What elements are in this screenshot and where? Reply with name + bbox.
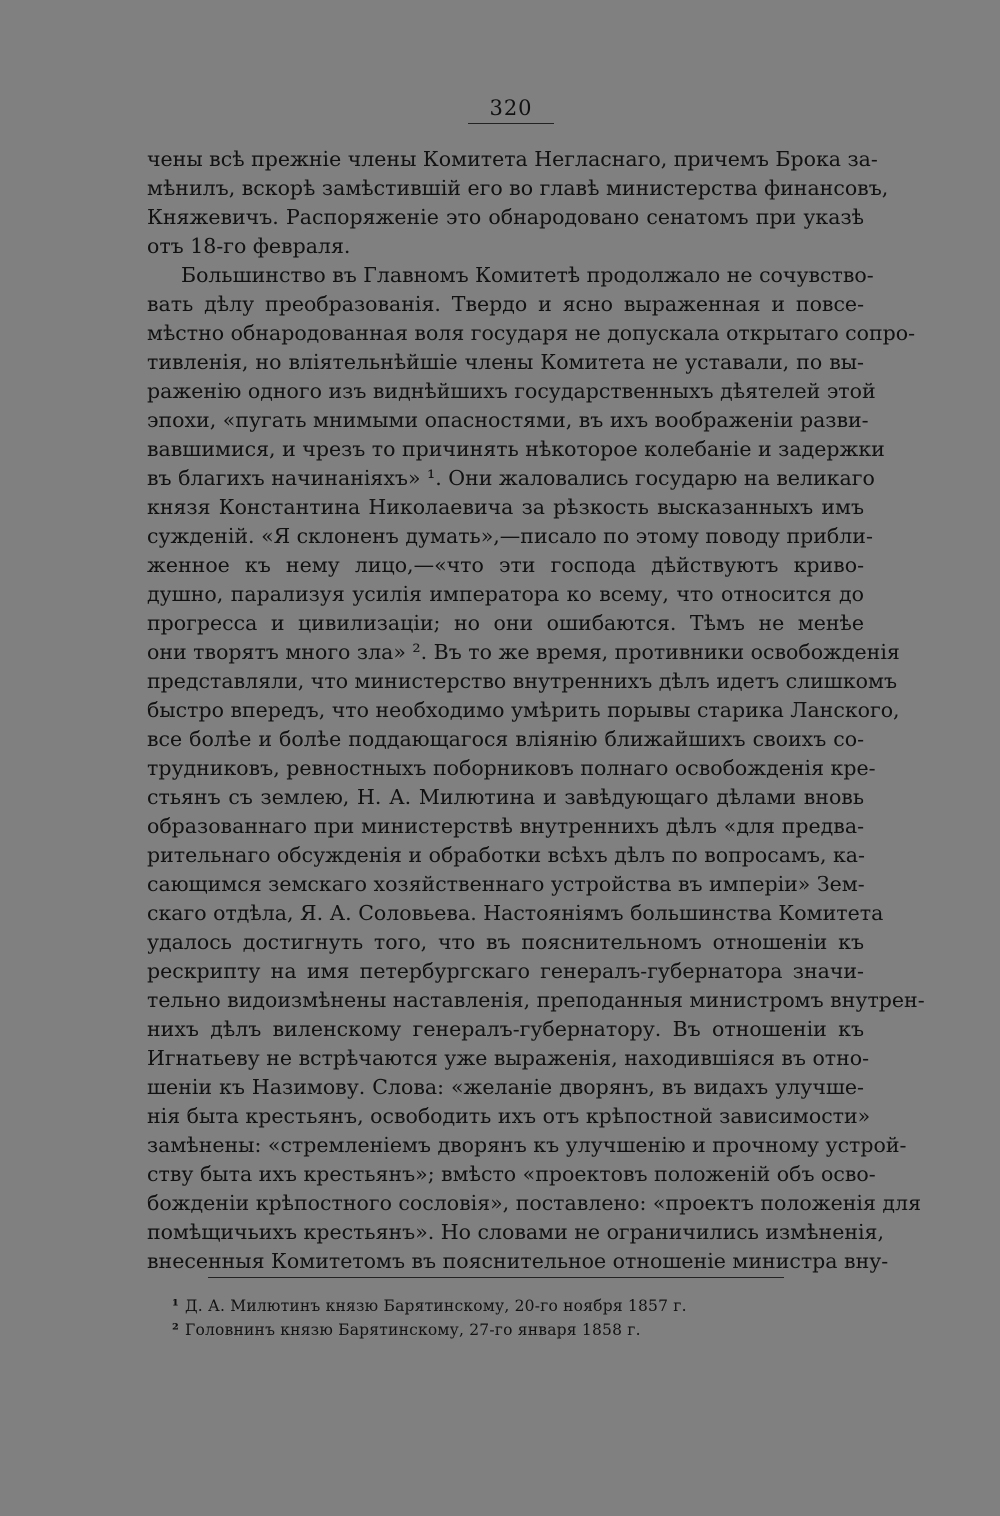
text-line: все болѣе и болѣе поддающагося вліянію ближайшихъ своихъ со- [147, 727, 864, 751]
footnote-mark: ² [172, 1320, 179, 1339]
footnote-text: Д. А. Милютинъ князю Барятинскому, 20-го ноября 1857 г. [185, 1297, 687, 1315]
text-line: Княжевичъ. Распоряженіе это обнародовано сенатомъ при указѣ [147, 205, 864, 229]
text-line: душно, парализуя усилія императора ко всему, что относится до [147, 582, 864, 606]
text-line: сающимся земскаго хозяйственнаго устройства въ имперіи» Зем- [147, 872, 865, 896]
page-number: 320 [468, 96, 554, 124]
text-line: помѣщичьихъ крестьянъ». Но словами не ограничились измѣненія, [147, 1220, 885, 1244]
text-line: князя Константина Николаевича за рѣзкость высказанныхъ имъ [147, 495, 864, 519]
main-text [147, 145, 925, 1276]
text-line: трудниковъ, ревностныхъ поборниковъ полнаго освобожденія кре- [147, 756, 876, 780]
text-line: нихъ дѣлъ виленскому генералъ-губернатору. Въ отношеніи къ [147, 1017, 864, 1041]
footnotes [172, 1294, 862, 1342]
text-line: прогресса и цивилизаціи; но они ошибаются. Тѣмъ не менѣе [147, 611, 864, 635]
text-line: чены всѣ прежніе члены Комитета Негласнаго, причемъ Брока за- [147, 147, 878, 171]
footnote-mark: ¹ [172, 1296, 179, 1315]
text-line: стьянъ съ землею, Н. А. Милютина и завѣдующаго дѣлами вновь [147, 785, 864, 809]
text-line: представляли, что министерство внутреннихъ дѣлъ идетъ слишкомъ [147, 669, 898, 693]
text-line: внесенныя Комитетомъ въ пояснительное отношеніе министра вну- [147, 1249, 889, 1273]
text-line: замѣнены: «стремленіемъ дворянъ къ улучшенію и прочному устрой- [147, 1133, 907, 1157]
text-line: мѣнилъ, вскорѣ замѣстившій его во главѣ министерства финансовъ, [147, 176, 889, 200]
footnote-divider [208, 1277, 784, 1278]
text-line: божденіи крѣпостного сословія», поставлено: «проектъ положенія для [147, 1191, 921, 1215]
footnote [172, 1318, 862, 1342]
text-line: тивленія, но вліятельнѣйшіе члены Комитета не уставали, по вы- [147, 350, 864, 374]
text-line: рескрипту на имя петербургскаго генералъ-губернатора значи- [147, 959, 864, 983]
text-line: въ благихъ начинаніяхъ» ¹. Они жаловались государю на великаго [147, 466, 875, 490]
text-line: быстро впередъ, что необходимо умѣрить порывы старика Ланского, [147, 698, 900, 722]
text-line: мѣстно обнародованная воля государя не допускала открытаго сопро- [147, 321, 916, 345]
text-line: женное къ нему лицо,—«что эти господа дѣйствуютъ криво- [147, 553, 864, 577]
text-line: образованнаго при министерствѣ внутреннихъ дѣлъ «для предва- [147, 814, 864, 838]
text-line: вать дѣлу преобразованія. Твердо и ясно выраженная и повсе- [147, 292, 864, 316]
text-line: Большинство въ Главномъ Комитетѣ продолжало не сочувство- [181, 263, 874, 287]
text-line: вавшимися, и чрезъ то причинять нѣкоторое колебаніе и задержки [147, 437, 885, 461]
text-line: рительнаго обсужденія и обработки всѣхъ дѣлъ по вопросамъ, ка- [147, 843, 865, 867]
text-line: сужденій. «Я склоненъ думать»,—писало по этому поводу прибли- [147, 524, 873, 548]
footnote [172, 1294, 862, 1318]
text-line: тельно видоизмѣнены наставленія, преподанныя министромъ внутрен- [147, 988, 925, 1012]
text-line: они творятъ много зла» ². Въ то же время, противники освобожденія [147, 640, 900, 664]
text-line: отъ 18-го февраля. [147, 234, 351, 258]
text-line: шеніи къ Назимову. Слова: «желаніе дворянъ, въ видахъ улучше- [147, 1075, 864, 1099]
text-line: эпохи, «пугать мнимыми опасностями, въ ихъ воображеніи разви- [147, 408, 869, 432]
text-line: скаго отдѣла, Я. А. Соловьева. Настояніямъ большинства Комитета [147, 901, 884, 925]
text-line: удалось достигнуть того, что въ пояснительномъ отношеніи къ [147, 930, 864, 954]
text-line: ству быта ихъ крестьянъ»; вмѣсто «проектовъ положеній объ осво- [147, 1162, 876, 1186]
text-line: нія быта крестьянъ, освободить ихъ отъ крѣпостной зависимости» [147, 1104, 871, 1128]
text-line: Игнатьеву не встрѣчаются уже выраженія, находившіяся въ отно- [147, 1046, 870, 1070]
footnote-text: Головнинъ князю Барятинскому, 27-го января 1858 г. [185, 1321, 641, 1339]
text-line: раженію одного изъ виднѣйшихъ государственныхъ дѣятелей этой [147, 379, 876, 403]
